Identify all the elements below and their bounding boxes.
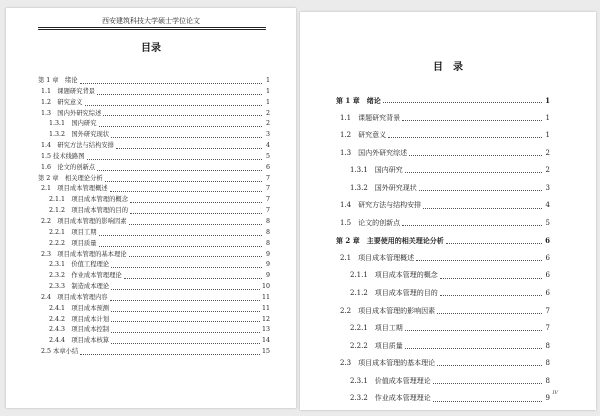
toc-entry-page: 2 [265,120,270,128]
dot-leader [111,267,262,268]
toc-entry-page: 7 [545,324,550,333]
toc-entry-page: 11 [261,293,270,301]
toc-section-entry [336,162,550,180]
dot-leader [87,159,262,160]
dot-leader [97,170,262,171]
dot-leader [405,348,542,349]
toc-entry-page: 4 [545,201,550,210]
toc-section-entry [38,293,270,304]
toc-section-entry [38,163,270,174]
toc-section-entry [38,315,270,326]
toc-entry-label: 2.4.3 项目成本控制 [49,326,110,334]
toc-entry-label: 2.3 项目成本管理的基本理论 [340,359,436,368]
toc-entry-label: 1.3.2 国外研究现状 [350,183,417,192]
toc-section-entry [38,282,270,293]
toc-entry-label: 第 2 章 主要使用的相关理论分析 [336,236,444,246]
toc-section-entry [38,336,270,347]
toc-entry-page: 9 [265,272,270,280]
toc-section-entry [38,228,270,239]
toc-section-entry [336,127,550,145]
toc-entry-page: 3 [265,131,270,139]
toc-entry-label: 2.1.1 项目成本管理的概念 [350,271,438,280]
dot-leader [130,213,262,214]
toc-entry-page: 9 [545,394,550,403]
toc-section-entry [336,390,550,408]
toc-entry-label: 1.3 国内外研究综述 [340,148,408,157]
toc-entry-label: 2.2.2 项目质量 [350,341,403,350]
toc-entry-page: 6 [545,289,550,298]
header-rule [38,27,266,28]
toc-section-entry [336,110,550,128]
dot-leader [409,155,542,156]
dot-leader [440,278,542,279]
toc-section-entry [38,130,270,141]
dot-leader [446,243,542,244]
toc-entry-page: 1 [545,96,550,105]
toc-entry-label: 2.4.4 项目成本核算 [49,337,110,345]
toc-section-entry [38,304,270,315]
dot-leader [402,120,542,121]
toc-entry-label: 2.1.2 项目成本管理的目的 [49,207,128,215]
toc-entry-label: 2.5 本章小结 [41,348,79,356]
toc-entry-page: 11 [261,304,270,312]
toc-section-entry [336,250,550,268]
toc-section-entry [336,267,550,285]
toc-section-entry [336,355,550,373]
toc-section-entry [336,303,550,321]
dot-leader [405,330,542,331]
toc-section-entry [336,338,550,356]
toc-section-entry [38,119,270,130]
dot-leader [402,225,542,226]
toc-entry-label: 2.4.1 项目成本预测 [49,304,110,312]
toc-entry-label: 1.3 国内外研究综述 [41,109,102,117]
dot-leader [97,94,262,95]
left-toc-page [6,8,296,408]
toc-entry-page: 4 [265,142,270,150]
dot-leader [129,224,262,225]
toc-chapter-entry [336,232,550,250]
toc-entry-page: 2 [545,166,550,175]
toc-chapter-entry [38,76,270,87]
toc-entry-label: 2.3.2 作业成本管理理论 [350,394,431,403]
toc-entry-page: 9 [265,261,270,269]
toc-entry-page: 6 [265,163,270,171]
dot-leader [111,332,260,333]
toc-section-entry [336,145,550,163]
dot-leader [111,321,260,322]
toc-section-entry [38,195,270,206]
dot-leader [111,137,262,138]
toc-chapter-entry [38,174,270,185]
thesis-header: 西安建筑科技大学硕士学位论文 [102,17,200,25]
toc-section-entry [38,347,270,358]
toc-entry-page: 1 [265,77,270,84]
dot-leader [437,365,542,366]
toc-entry-label: 2.3.3 制造成本理论 [49,283,110,291]
toc-entry-label: 1.3.2 国外研究现状 [49,131,110,139]
toc-entry-label: 2.1 项目成本管理概述 [340,253,415,262]
toc-entry-page: 15 [261,348,270,356]
toc-entry-page: 1 [265,87,270,95]
toc-entry-page: 10 [261,283,270,291]
toc-entry-label: 2.3.2 作业成本管理理论 [49,272,122,280]
toc-section-entry [38,184,270,195]
toc-entry-label: 第 1 章 绪论 [38,77,78,84]
dot-leader [129,256,262,257]
toc-entry-label: 1.6 论文的创新点 [41,163,96,171]
toc-entry-label: 2.3.1 价值工程理论 [49,261,110,269]
dot-leader [111,311,260,312]
toc-entry-label: 2.4 项目成本管理内容 [41,293,108,301]
toc-section-entry [38,239,270,250]
toc-entry-label: 1.2 研究意义 [41,98,83,106]
dot-leader [440,295,542,296]
dot-leader [80,83,263,84]
dot-leader [99,235,262,236]
dot-leader [116,148,262,149]
toc-entry-page: 2 [545,148,550,157]
toc-entry-label: 1.2 研究意义 [340,131,387,140]
toc-entry-page: 3 [545,183,550,192]
toc-entry-page: 8 [265,217,270,225]
toc-entry-page: 6 [545,236,550,246]
dot-leader [388,137,542,138]
toc-entry-page: 1 [545,113,550,122]
dot-leader [111,289,260,290]
toc-section-entry [38,325,270,336]
toc-section-entry [336,197,550,215]
toc-entry-page: 8 [545,359,550,368]
dot-leader [110,300,260,301]
dot-leader [85,105,263,106]
toc-entry-label: 2.1.1 项目成本管理的概念 [49,196,128,204]
toc-entry-label: 2.2 项目成本管理的影响因素 [340,306,436,315]
toc-entry-label: 2.3 项目成本管理的基本理论 [41,250,127,258]
toc-list [336,92,550,408]
toc-section-entry [38,87,270,98]
dot-leader [103,115,262,116]
toc-entry-label: 1.5 论文的创新点 [340,218,401,227]
dot-leader [405,172,542,173]
toc-section-entry [38,217,270,228]
dot-leader [124,278,262,279]
toc-entry-label: 1.3.1 国内研究 [350,166,403,175]
dot-leader [80,354,260,355]
toc-entry-page: 5 [265,152,270,160]
toc-section-entry [38,260,270,271]
toc-entry-label: 1.4 研究方法与结构安排 [340,201,422,210]
dot-leader [105,181,262,182]
header-rule-thin [38,29,266,30]
toc-entry-page: 7 [265,185,270,193]
toc-entry-label: 1.1 课题研究背景 [340,113,401,122]
toc-entry-page: 7 [545,306,550,315]
toc-entry-page: 1 [265,98,270,106]
toc-list [38,76,270,358]
toc-entry-label: 第 2 章 相关理论分析 [38,174,103,182]
dot-leader [99,246,262,247]
toc-section-entry [38,206,270,217]
toc-entry-page: 14 [261,337,270,345]
dot-leader [99,126,262,127]
toc-entry-label: 1.5 技术线路图 [41,152,85,160]
toc-entry-page: 5 [545,218,550,227]
dot-leader [383,102,542,103]
toc-chapter-entry [336,92,550,110]
page-number-footer: IV [552,390,558,396]
toc-entry-page: 8 [545,376,550,385]
dot-leader [110,191,262,192]
right-toc-page [300,12,596,410]
toc-section-entry [38,98,270,109]
toc-entry-page: 6 [545,271,550,280]
toc-entry-label: 2.2 项目成本管理的影响因素 [41,217,127,225]
toc-section-entry [38,271,270,282]
dot-leader [423,208,542,209]
toc-entry-label: 2.2.1 项目工期 [49,228,97,236]
toc-title: 目录 [141,43,161,54]
toc-entry-page: 12 [261,315,270,323]
toc-entry-page: 9 [265,250,270,258]
toc-entry-label: 2.2.1 项目工期 [350,324,403,333]
toc-entry-label: 第 1 章 绪论 [336,96,381,105]
toc-entry-page: 8 [545,341,550,350]
toc-section-entry [336,285,550,303]
toc-title: 目 录 [433,62,463,73]
toc-entry-label: 2.4.2 项目成本计划 [49,315,110,323]
dot-leader [416,260,542,261]
dot-leader [111,343,260,344]
toc-entry-page: 7 [265,196,270,204]
toc-entry-page: 13 [261,326,270,334]
toc-entry-label: 1.4 研究方法与结构安排 [41,142,114,150]
toc-section-entry [38,152,270,163]
toc-entry-label: 2.1 项目成本管理概述 [41,185,108,193]
toc-entry-page: 6 [545,253,550,262]
toc-section-entry [336,373,550,391]
dot-leader [433,383,542,384]
dot-leader [433,401,542,402]
toc-section-entry [38,250,270,261]
dot-leader [130,202,262,203]
dot-leader [419,190,542,191]
toc-entry-page: 8 [265,239,270,247]
dot-leader [437,313,542,314]
toc-section-entry [38,141,270,152]
toc-entry-label: 2.3.1 价值成本管理理论 [350,376,431,385]
toc-entry-page: 8 [265,228,270,236]
toc-section-entry [336,320,550,338]
toc-entry-page: 1 [545,131,550,140]
toc-section-entry [336,215,550,233]
toc-entry-page: 2 [265,109,270,117]
toc-entry-page: 7 [265,174,270,182]
toc-section-entry [38,109,270,120]
toc-entry-label: 2.1.2 项目成本管理的目的 [350,289,438,298]
toc-entry-label: 1.1 课题研究背景 [41,87,96,95]
toc-entry-label: 2.2.2 项目质量 [49,239,97,247]
toc-entry-page: 7 [265,207,270,215]
toc-entry-label: 1.3.1 国内研究 [49,120,97,128]
toc-section-entry [336,180,550,198]
